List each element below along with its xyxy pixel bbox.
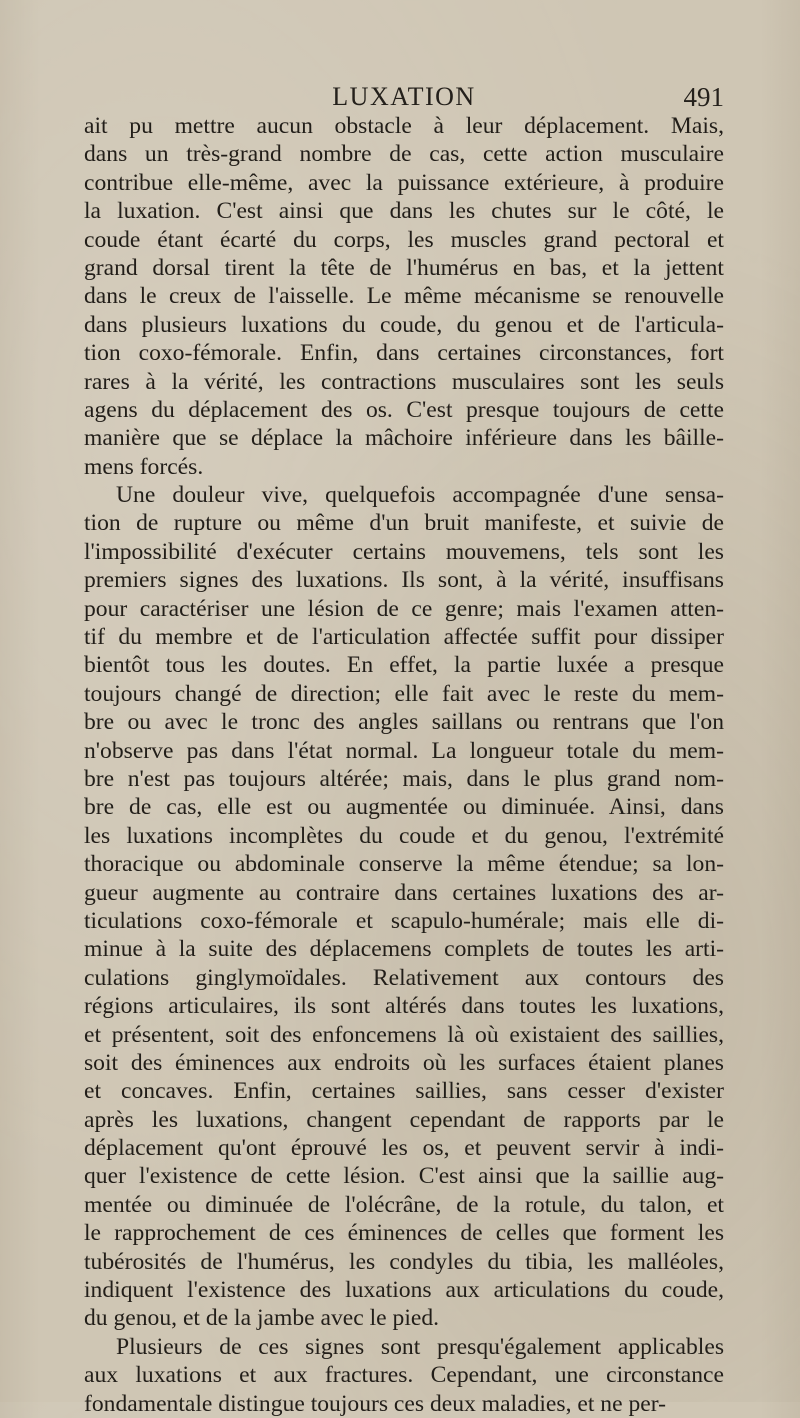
text-line: la luxation. C'est ainsi que dans les chutes sur le côté, le [84, 198, 724, 225]
text-line: ticulations coxo-fémorale et scapulo-humérale; mais elle di- [84, 907, 724, 934]
running-head-title: LUXATION [332, 82, 476, 111]
text-line: manière que se déplace la mâchoire inférieure dans les bâille- [84, 425, 724, 452]
text-line: le rapprochement de ces éminences de celles que forment les [84, 1220, 724, 1247]
text-line: bientôt tous les doutes. En effet, la partie luxée a presque [84, 652, 724, 679]
text-line: tion coxo-fémorale. Enfin, dans certaines circonstances, fort [84, 340, 724, 367]
text-line: contribue elle-même, avec la puissance extérieure, à produire [84, 169, 724, 196]
text-line: minue à la suite des déplacemens complets de toutes les arti- [84, 936, 724, 963]
text-line: thoracique ou abdominale conserve la même étendue; sa lon- [84, 851, 724, 878]
text-line: mentée ou diminuée de l'olécrâne, de la rotule, du talon, et [84, 1191, 724, 1218]
body-text [84, 112, 724, 1418]
text-line: Une douleur vive, quelquefois accompagnée d'une sensa- [116, 482, 724, 509]
text-line: l'impossibilité d'exécuter certains mouvemens, tels sont les [84, 538, 724, 565]
text-line: quer l'existence de cette lésion. C'est ainsi que la saillie aug- [84, 1163, 724, 1190]
page-number: 491 [683, 82, 724, 112]
text-line: bre n'est pas toujours altérée; mais, dans le plus grand nom- [84, 765, 724, 792]
text-line: fondamentale distingue toujours ces deux maladies, et ne per- [84, 1390, 666, 1417]
text-line: après les luxations, changent cependant de rapports par le [84, 1106, 724, 1133]
text-line: tif du membre et de l'articulation affectée suffit pour dissiper [84, 624, 724, 651]
text-line: agens du déplacement des os. C'est presque toujours de cette [84, 396, 724, 423]
paragraph-3 [84, 1333, 724, 1418]
text-line: n'observe pas dans l'état normal. La longueur totale du mem- [84, 737, 724, 764]
text-line: mens forcés. [84, 453, 204, 480]
text-line: toujours changé de direction; elle fait avec le reste du mem- [84, 680, 724, 707]
text-line: et présentent, soit des enfoncemens là où existaient des saillies, [84, 1021, 724, 1048]
text-line: coude étant écarté du corps, les muscles grand pectoral et [84, 226, 724, 253]
text-line: bre ou avec le tronc des angles saillans ou rentrans que l'on [84, 709, 724, 736]
text-line: soit des éminences aux endroits où les surfaces étaient planes [84, 1049, 724, 1076]
text-line: indiquent l'existence des luxations aux articulations du coude, [84, 1277, 724, 1304]
paragraph-2 [84, 481, 724, 1333]
text-line: culations ginglymoïdales. Relativement aux contours des [84, 964, 724, 991]
text-line: gueur augmente au contraire dans certaines luxations des ar- [84, 879, 724, 906]
text-line: tion de rupture ou même d'un bruit manifeste, et suivie de [84, 510, 724, 537]
text-line: dans un très-grand nombre de cas, cette action musculaire [84, 141, 724, 168]
text-line: Plusieurs de ces signes sont presqu'également applicables [116, 1333, 724, 1360]
text-line: grand dorsal tirent la tête de l'humérus en bas, et la jettent [84, 254, 724, 281]
text-line: dans plusieurs luxations du coude, du genou et de l'articula- [84, 311, 724, 338]
text-line: rares à la vérité, les contractions musculaires sont les seuls [84, 368, 724, 395]
text-line: et concaves. Enfin, certaines saillies, sans cesser d'exister [84, 1078, 724, 1105]
text-line: tubérosités de l'humérus, les condyles du tibia, les malléoles, [84, 1248, 724, 1275]
paragraph-1 [84, 112, 724, 481]
text-line: dans le creux de l'aisselle. Le même mécanisme se renouvelle [84, 283, 724, 310]
text-line: aux luxations et aux fractures. Cependant, une circonstance [84, 1362, 724, 1389]
text-line: déplacement qu'ont éprouvé les os, et peuvent servir à indi- [84, 1135, 724, 1162]
text-line: les luxations incomplètes du coude et du genou, l'extrémité [84, 822, 724, 849]
text-line: pour caractériser une lésion de ce genre; mais l'examen atten- [84, 595, 724, 622]
text-line: du genou, et de la jambe avec le pied. [84, 1305, 440, 1332]
text-line: premiers signes des luxations. Ils sont, à la vérité, insuffisans [84, 567, 724, 594]
text-line: ait pu mettre aucun obstacle à leur déplacement. Mais, [84, 113, 724, 139]
text-line: régions articulaires, ils sont altérés dans toutes les luxations, [84, 993, 724, 1020]
text-line: bre de cas, elle est ou augmentée ou diminuée. Ainsi, dans [84, 794, 724, 821]
